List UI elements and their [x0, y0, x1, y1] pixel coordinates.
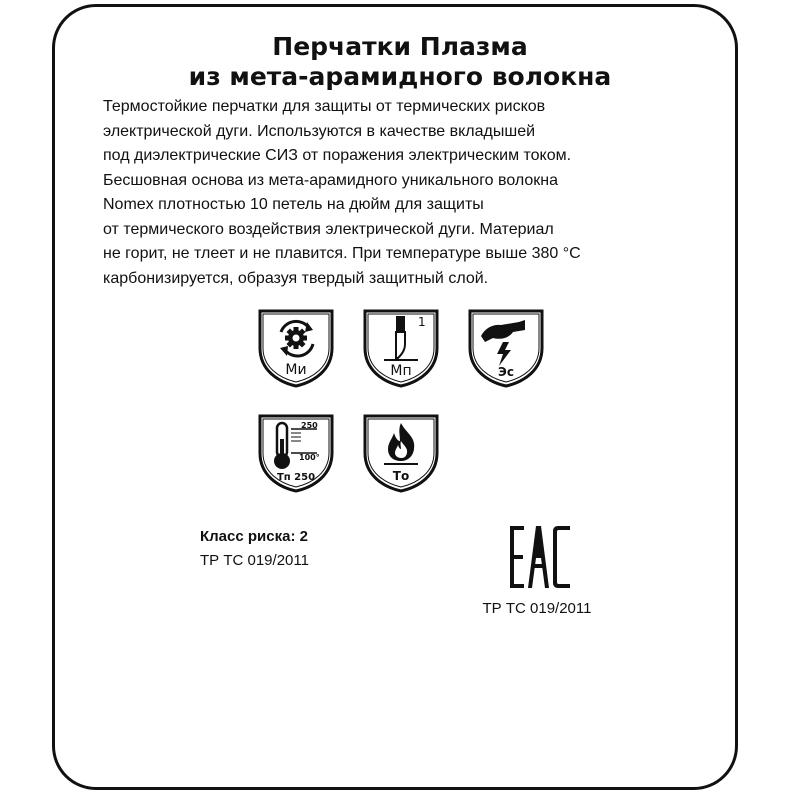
eac-standard: ТР ТС 019/2011	[482, 600, 592, 617]
risk-info	[200, 526, 309, 572]
description-line: Бесшовная основа из мета-арамидного уникального волокна	[103, 171, 559, 189]
knife-cut-icon	[362, 308, 440, 388]
pictogram-cut-resistance	[362, 308, 440, 388]
product-title	[0, 32, 800, 92]
pictogram-mechanical-abrasion	[257, 308, 335, 388]
title-line-1: Перчатки Плазма	[272, 32, 528, 61]
gear-rotation-icon	[257, 308, 335, 388]
pictogram-code: Мп	[390, 363, 412, 379]
pictogram-code: То	[392, 469, 410, 483]
thermometer-scale-mid: 100°	[299, 453, 320, 462]
eac-mark-logo	[508, 524, 572, 590]
eac-icon	[508, 524, 572, 590]
description-line: электрической дуги. Используются в качестве вкладышей	[103, 122, 536, 140]
pictogram-level: 1	[418, 315, 426, 329]
pictogram-code: Тп 250	[276, 472, 316, 483]
pictogram-contact-heat	[257, 413, 335, 493]
pictogram-code: Эс	[498, 365, 514, 379]
thermometer-scale-top: 250	[301, 421, 318, 430]
flame-icon	[362, 413, 440, 493]
pictogram-open-flame	[362, 413, 440, 493]
risk-standard: ТР ТС 019/2011	[200, 552, 309, 569]
pictogram-code: Ми	[285, 362, 307, 378]
description-line: не горит, не тлеет и не плавится. При температуре выше 380 °С	[103, 245, 581, 262]
description-line: карбонизируется, образуя твердый защитный слой.	[103, 269, 489, 287]
hand-lightning-icon	[467, 308, 545, 388]
risk-class: Класс риска: 2	[200, 528, 308, 545]
description-line: от термического воздействия электрической дуги. Материал	[103, 220, 554, 238]
thermometer-icon	[257, 413, 335, 493]
product-description	[103, 95, 703, 291]
description-line: Nomex плотностью 10 петель на дюйм для защиты	[103, 196, 484, 213]
title-line-2: из мета-арамидного волокна	[188, 62, 612, 91]
pictogram-electrostatic	[467, 308, 545, 388]
description-line: Термостойкие перчатки для защиты от термических рисков	[103, 98, 546, 115]
description-line: под диэлектрические СИЗ от поражения электрическим током.	[103, 147, 572, 164]
